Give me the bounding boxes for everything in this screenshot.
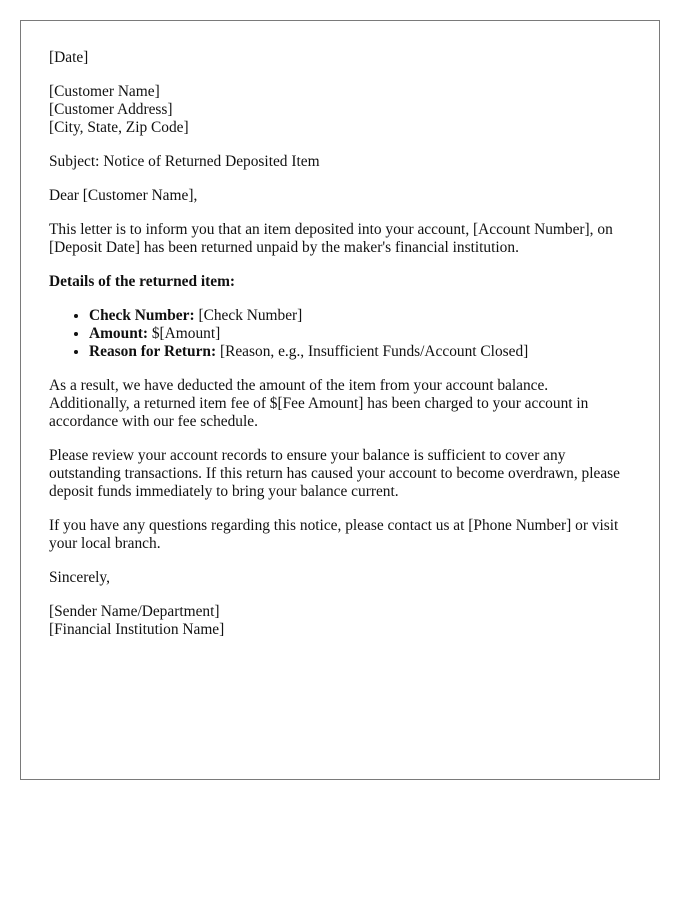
details-heading: Details of the returned item:	[49, 273, 236, 290]
letter-salutation: Dear [Customer Name],	[49, 187, 198, 204]
letter-subject: Subject: Notice of Returned Deposited Item	[49, 153, 320, 170]
questions-paragraph: If you have any questions regarding this notice, please contact us at [Phone Number] or visit your local branch.	[49, 517, 619, 552]
recipient-name: [Customer Name]	[49, 83, 160, 100]
details-list	[49, 307, 629, 361]
recipient-address: [Customer Address]	[49, 101, 173, 118]
detail-label: Check Number:	[89, 307, 195, 324]
letter-closing: Sincerely,	[49, 569, 110, 586]
letter-body	[49, 49, 629, 655]
sender-name-department: [Sender Name/Department]	[49, 603, 220, 620]
detail-value: [Check Number]	[194, 307, 303, 324]
detail-item-check-number	[89, 307, 629, 325]
detail-label: Amount:	[89, 325, 148, 342]
recipient-city-state-zip: [City, State, Zip Code]	[49, 119, 189, 136]
detail-label: Reason for Return:	[89, 343, 217, 360]
sender-institution: [Financial Institution Name]	[49, 621, 225, 638]
result-paragraph: As a result, we have deducted the amount of the item from your account balance. Additionally, a returned item fee of $[Fee Amount] has been charged to your account in accordance with our fee schedule.	[49, 377, 589, 430]
sender-block	[49, 603, 629, 639]
letter-date: [Date]	[49, 49, 89, 66]
letter-page	[20, 20, 660, 780]
detail-value: [Reason, e.g., Insufficient Funds/Account Closed]	[216, 343, 529, 360]
detail-value: $[Amount]	[148, 325, 221, 342]
intro-paragraph: This letter is to inform you that an item deposited into your account, [Account Number], on [Deposit Date] has been returned unpaid by the maker's financial institution.	[49, 221, 613, 256]
recipient-block	[49, 83, 629, 137]
detail-item-reason	[89, 343, 629, 361]
detail-item-amount	[89, 325, 629, 343]
review-paragraph: Please review your account records to ensure your balance is sufficient to cover any outstanding transactions. If this return has caused your account to become overdrawn, please deposit funds immediately to bring your balance current.	[49, 447, 620, 500]
